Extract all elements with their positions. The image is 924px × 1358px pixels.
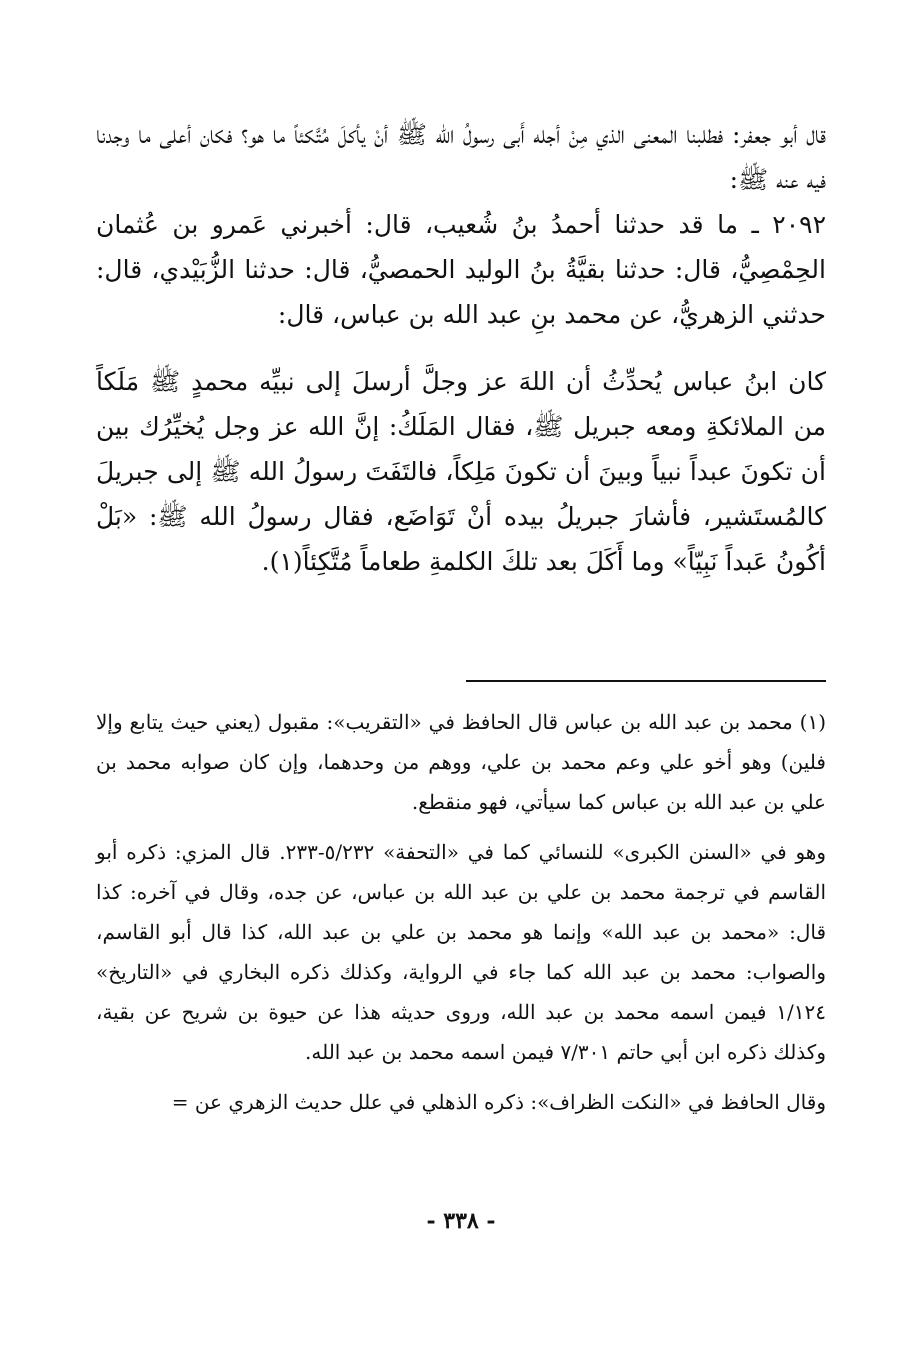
book-page	[96, 112, 826, 1302]
intro-paragraph: قال أبو جعفر: فطلبنا المعنى الذي مِنْ أجله أَبى رسولُ الله ﷺ أنْ يأكلَ مُتَّكئاً ما هو؟ فكان أعلى ما وجدنا فيه عنه ﷺ:	[96, 120, 826, 194]
footnote-last-line: وقال الحافظ في «النكت الظراف»: ذكره الذهلي في علل حديث الزهري عن =	[171, 1090, 826, 1114]
page-number: - ٣٣٨ -	[426, 1208, 496, 1234]
footnote-separator	[466, 680, 826, 682]
footnote-1: (١) محمد بن عبد الله بن عباس قال الحافظ في «التقريب»: مقبول (يعني حيث يتابع وإلا فلين) وهو أخو علي وعم محمد بن علي، ووهم من وحدهما، وإن كان صوابه محمد بن علي بن عبد الله بن عباس كما سيأتي، فهو منقطع.	[96, 710, 826, 814]
footnotes	[96, 702, 826, 1122]
hadith-matn: كان ابنُ عباس يُحدِّثُ أن اللهَ عز وجلَّ أرسلَ إلى نبيِّه محمدٍ ﷺ مَلَكاً من الملائكةِ ومعه جبريل ﷺ، فقال المَلَكُ: إنَّ الله عز وجل يُخيِّرُك بين أن تكونَ عبداً نبياً وبينَ أن تكونَ مَلِكاً، فالتَفَتَ رسولُ الله ﷺ إلى جبريلَ كالمُستَشير، فأشارَ جبريلُ بيده أنْ تَوَاضَع، فقال رسولُ الله ﷺ: «بَلْ أكُونُ عَبداً نَبِيّاً» وما أَكَلَ بعد تلكَ الكلمةِ طعاماً مُتَّكِئاً(١).	[96, 367, 826, 576]
footnote-continuation: وهو في «السنن الكبرى» للنسائي كما في «التحفة» ٥/٢٣٢-٢٣٣. قال المزي: ذكره أبو القاسم في ترجمة محمد بن علي بن عبد الله بن عباس، عن جده، وقال في آخره: كذا قال: «محمد بن عبد الله» وإنما هو محمد بن علي بن عبد الله، كذا قال أبو القاسم، والصواب: محمد بن عبد الله كما جاء في الرواية، وكذلك ذكره البخاري في «التاريخ» ١/١٢٤ فيمن اسمه محمد بن عبد الله، وروى حديثه هذا عن حيوة بن شريح عن بقية، وكذلك ذكره ابن أبي حاتم ٧/٣٠١ فيمن اسمه محمد بن عبد الله.	[96, 840, 826, 1064]
hadith-isnad: ٢٠٩٢ ـ ما قد حدثنا أحمدُ بنُ شُعيب، قال: أخبرني عَمرو بن عُثمان الحِمْصِيُّ، قال: حدثنا بقيَّةُ بنُ الوليد الحمصيُّ، قال: حدثنا الزُّبَيْدي، قال: حدثني الزهريُّ، عن محمد بنِ عبد الله بن عباس، قال:	[96, 210, 826, 329]
